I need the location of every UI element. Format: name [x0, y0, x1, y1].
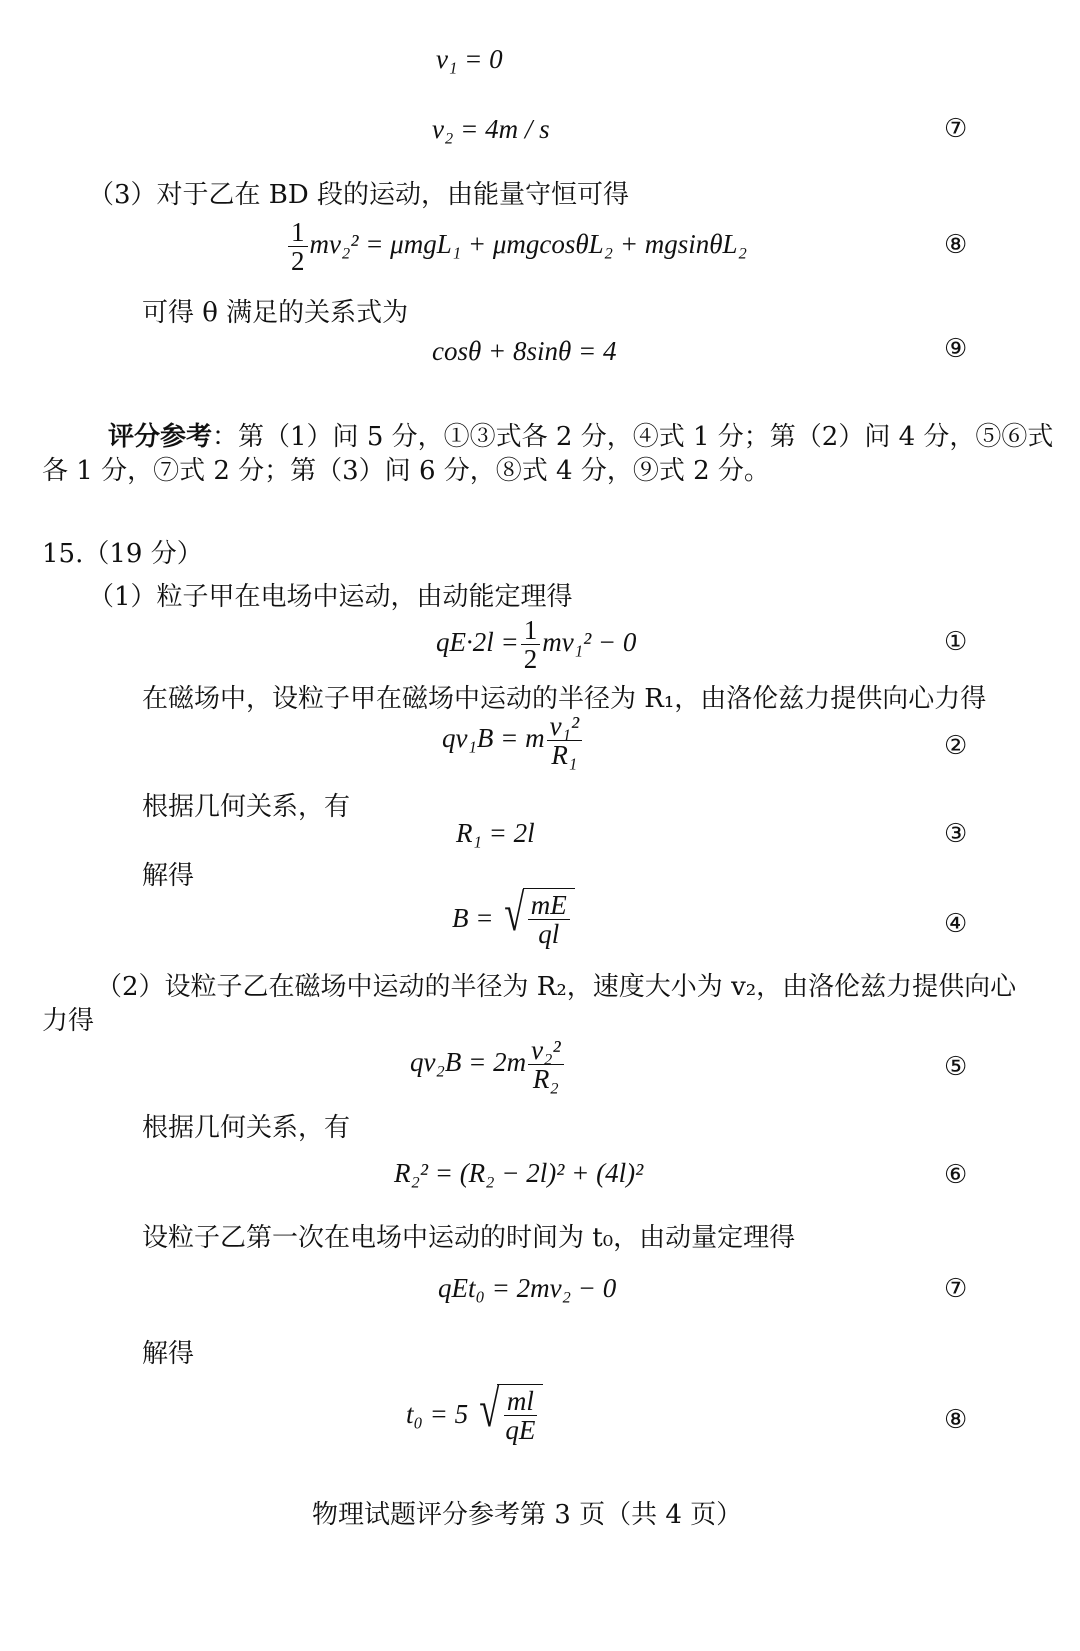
equation-8: [406, 1381, 543, 1446]
part3-intro: （3）对于乙在 BD 段的运动，由能量守恒可得: [88, 180, 630, 210]
equation-v1: v₁ = 0: [436, 44, 503, 74]
equation-tag: ⑨: [944, 334, 968, 364]
numerator: 1: [521, 616, 541, 645]
equation-9: cosθ + 8sinθ = 4: [432, 336, 617, 366]
equation-lhs: qv₂B = 2m: [410, 1047, 527, 1078]
equation-tag: ⑦: [944, 114, 968, 144]
equation-tag: ④: [944, 909, 968, 939]
square-root: [475, 1381, 544, 1446]
equation-lhs: qE·2l =: [436, 627, 519, 658]
equation-tag: ⑦: [944, 1274, 968, 1304]
equation-6: R₂² = (R₂ − 2l)² + (4l)²: [394, 1158, 644, 1188]
denominator: R₂: [532, 1064, 559, 1095]
equation-rest: mv₁² − 0: [542, 627, 637, 658]
fraction: [502, 1387, 538, 1445]
part2-line-1: （2）设粒子乙在磁场中运动的半径为 R₂，速度大小为 v₂，由洛伦兹力提供向心: [96, 972, 1017, 1002]
part2-line-2: 力得: [42, 1006, 95, 1036]
geometry-text: 根据几何关系，有: [142, 1113, 351, 1143]
numerator: v₁²: [547, 712, 582, 741]
scoring-line-2: 各 1 分，⑦式 2 分；第（3）问 6 分，⑧式 4 分，⑨式 2 分。: [42, 456, 770, 486]
question-header: 15.（19 分）: [42, 539, 203, 569]
equation-tag: ②: [944, 731, 968, 761]
equation-lhs: qv₁B = m: [442, 723, 545, 754]
fraction: [528, 1036, 563, 1094]
equation-4: [452, 885, 575, 950]
equation-tag: ⑧: [944, 230, 968, 260]
denominator: 2: [291, 246, 305, 277]
fraction: [288, 218, 308, 276]
scoring-line-1: [108, 416, 1053, 453]
equation-5: [410, 1036, 566, 1094]
geometry-text: 根据几何关系，有: [142, 792, 351, 822]
denominator: qE: [505, 1415, 536, 1446]
radical-sign: √: [479, 1381, 500, 1438]
equation-1: [436, 616, 636, 674]
page-footer: 物理试题评分参考第 3 页（共 4 页）: [312, 1500, 743, 1530]
numerator: mE: [528, 891, 570, 920]
equation-tag: ①: [944, 627, 968, 657]
equation-lhs: B =: [452, 902, 494, 933]
equation-tag: ⑧: [944, 1405, 968, 1435]
part1-intro: （1）粒子甲在电场中运动，由动能定理得: [88, 582, 573, 612]
equation-2: [442, 712, 584, 770]
equation-tag: ⑤: [944, 1052, 968, 1082]
numerator: v₂²: [528, 1036, 563, 1065]
solve-text: 解得: [142, 1339, 195, 1369]
radical-sign: √: [504, 885, 525, 942]
numerator: 1: [288, 218, 308, 247]
equation-tag: ⑥: [944, 1160, 968, 1190]
equation-3: R₁ = 2l: [456, 818, 535, 848]
equation-tag: ③: [944, 819, 968, 849]
equation-8-energy: [286, 218, 747, 276]
denominator: ql: [538, 919, 560, 950]
equation-lhs: t₀ = 5: [406, 1398, 469, 1429]
magnetic-field-text: 在磁场中，设粒子甲在磁场中运动的半径为 R₁，由洛伦兹力提供向心力得: [142, 684, 987, 714]
numerator: ml: [504, 1387, 537, 1416]
equation-7: qEt₀ = 2mv₂ − 0: [438, 1273, 617, 1303]
denominator: 2: [523, 644, 538, 675]
scoring-label: 评分参考: [108, 422, 213, 452]
denominator: R₁: [551, 740, 578, 771]
theta-text: 可得 θ 满足的关系式为: [142, 298, 409, 328]
square-root: [500, 885, 575, 950]
scoring-text: ：第（1）问 5 分，①③式各 2 分，④式 1 分；第（2）问 4 分，⑤⑥式: [212, 422, 1054, 452]
time-text: 设粒子乙第一次在电场中运动的时间为 t₀，由动量定理得: [142, 1223, 796, 1253]
fraction: [521, 616, 541, 674]
equation-rest: mv₂² = μmgL₁ + μmgcosθL₂ + mgsinθL₂: [309, 229, 747, 260]
equation-v2: v₂ = 4m / s: [432, 114, 550, 144]
fraction: [528, 891, 570, 949]
fraction: [547, 712, 582, 770]
solve-text: 解得: [142, 861, 195, 891]
